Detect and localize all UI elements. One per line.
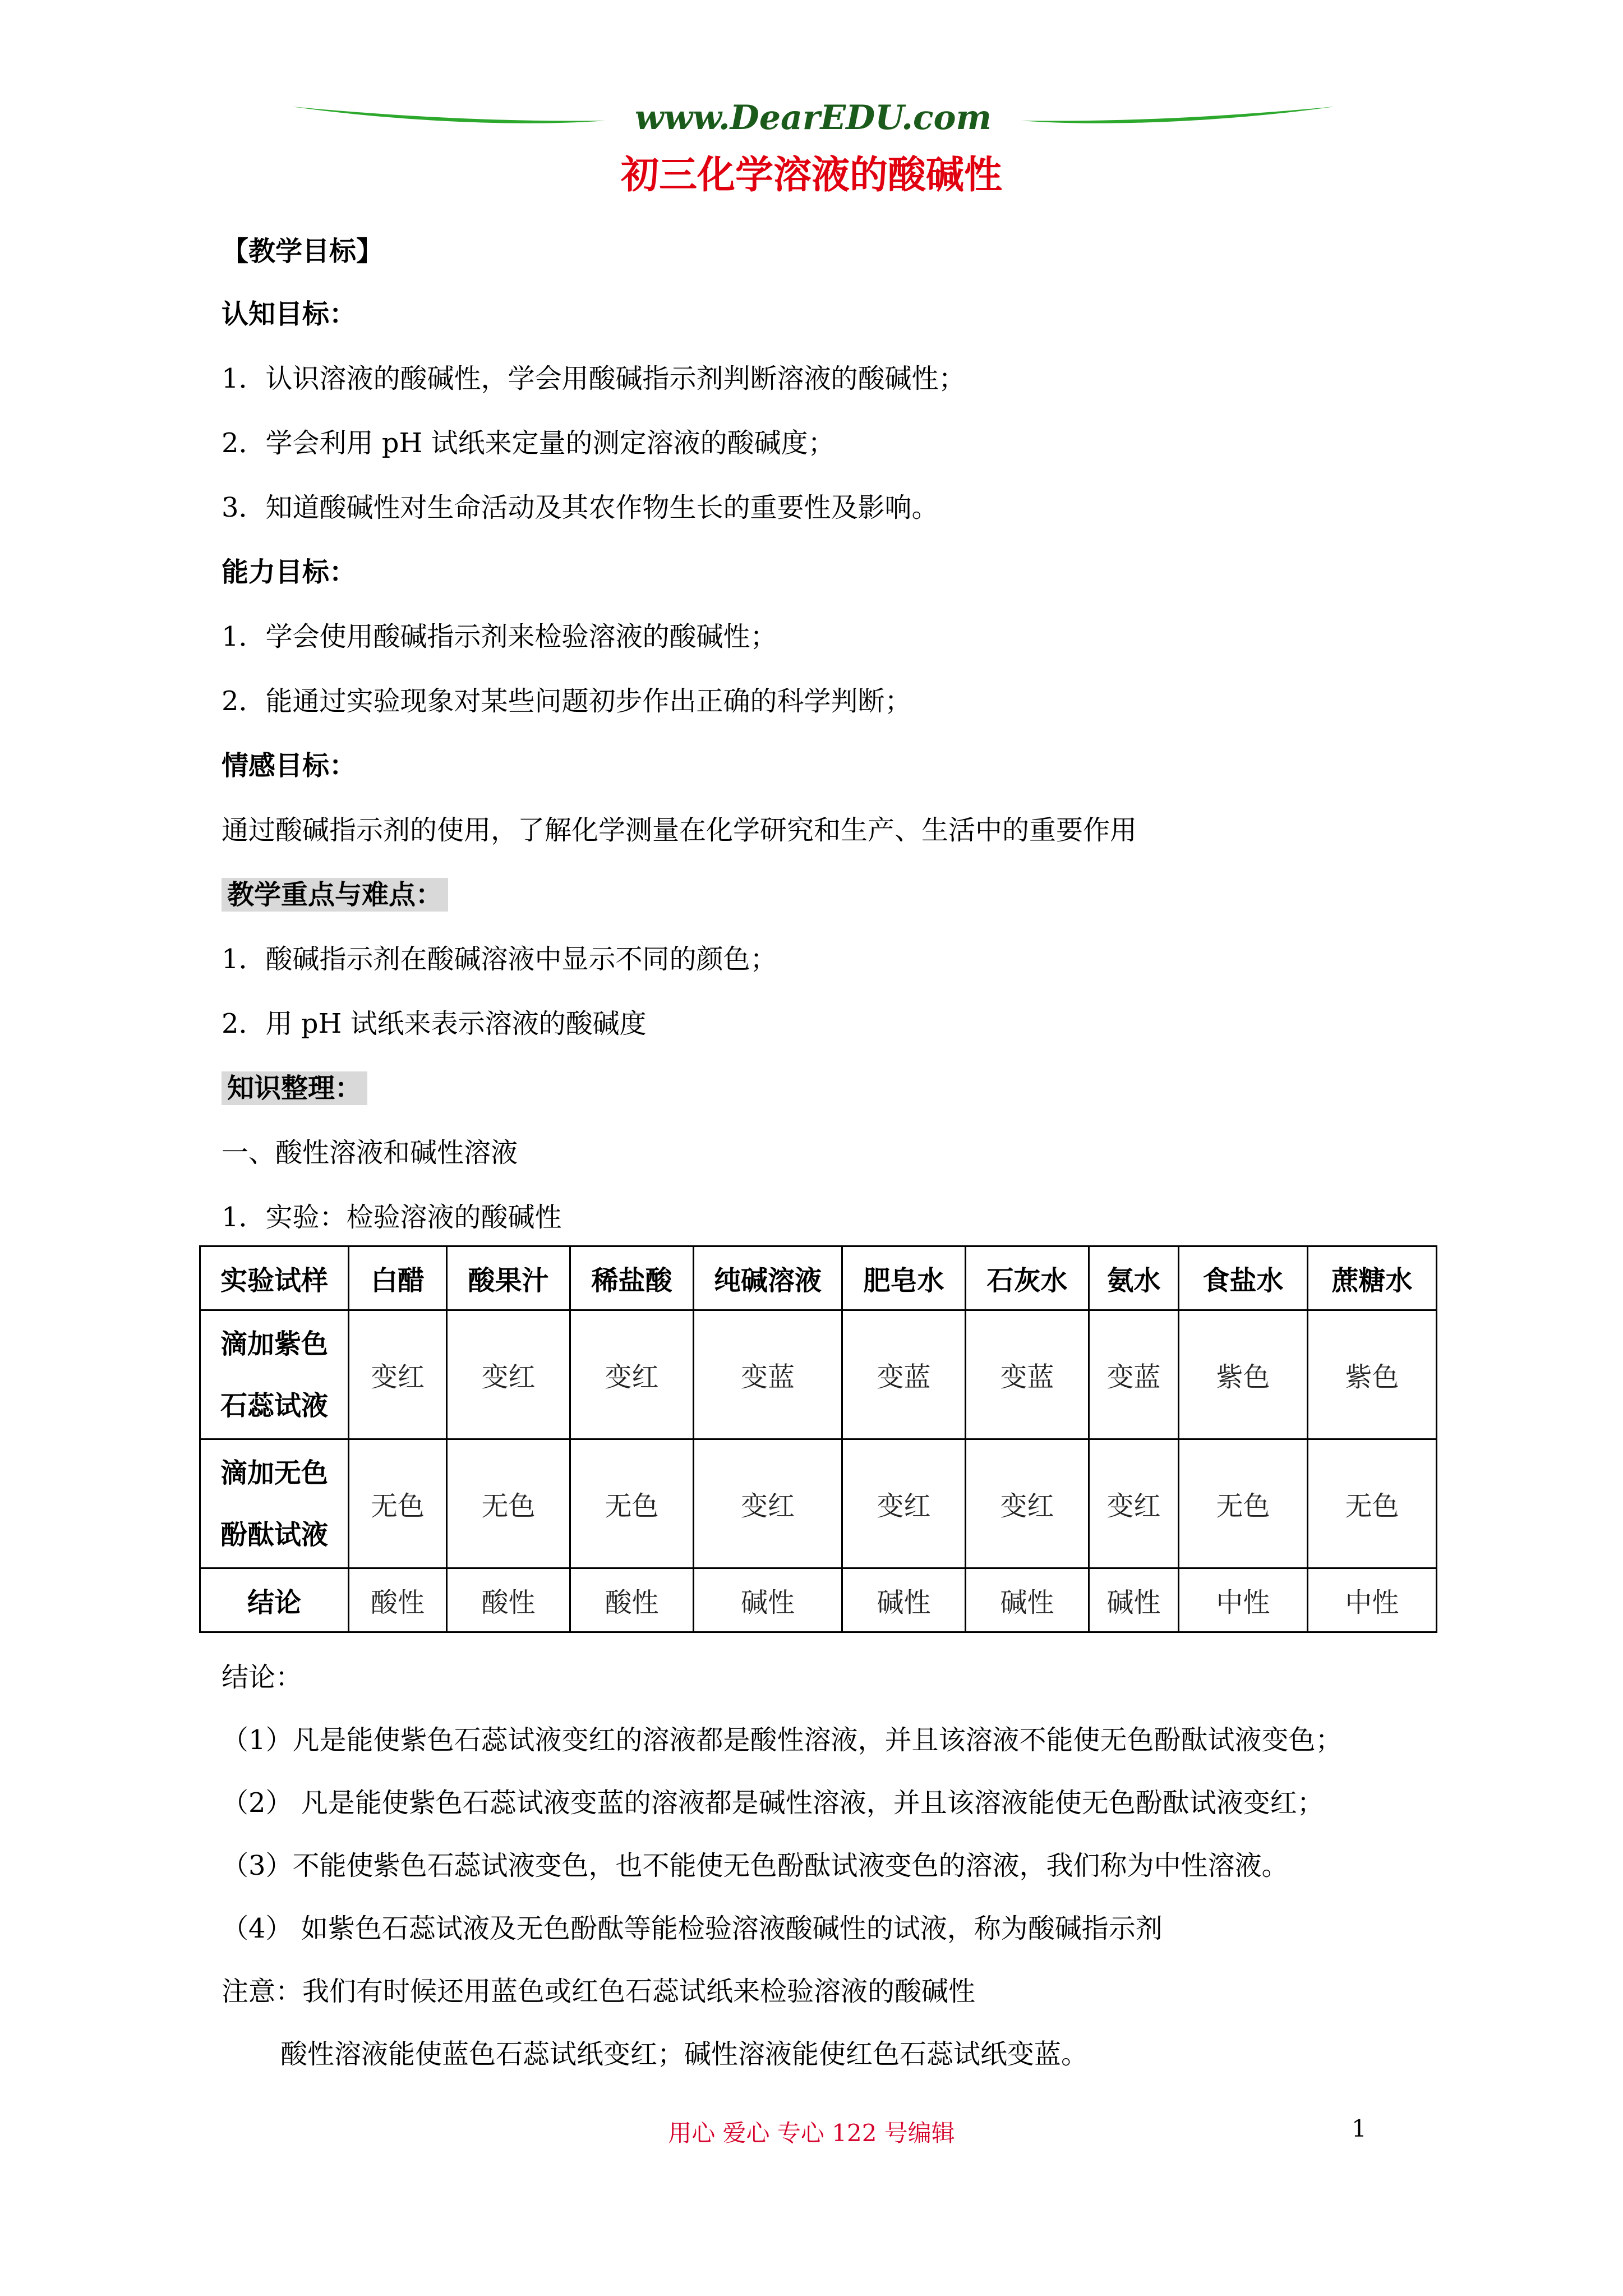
table-row xyxy=(200,1568,1437,1632)
key-item-1: 1．酸碱指示剂在酸碱溶液中显示不同的颜色； xyxy=(222,944,777,975)
note-text: 注意：我们有时候还用蓝色或红色石蕊试纸来检验溶液的酸碱性 xyxy=(222,1976,976,2007)
conclusion-item-3: （3）不能使紫色石蕊试液变色，也不能使无色酚酞试液变色的溶液，我们称为中性溶液。 xyxy=(222,1850,1289,1881)
heading-key-points: 教学重点与难点： xyxy=(222,878,448,912)
ability-item-1: 1．学会使用酸碱指示剂来检验溶液的酸碱性； xyxy=(222,621,777,652)
row-label-line: 滴加无色 xyxy=(220,1457,328,1489)
row-label-phenolphthalein xyxy=(200,1439,349,1568)
table-cell: 变红 xyxy=(842,1439,966,1568)
banner-swoosh-left xyxy=(292,107,606,123)
table-cell: 变红 xyxy=(694,1439,842,1568)
banner-swoosh-right xyxy=(1021,107,1335,123)
table-cell: 变蓝 xyxy=(966,1310,1089,1439)
sample-header: 稀盐酸 xyxy=(570,1246,694,1310)
key-item-2: 2．用 pH 试纸来表示溶液的酸碱度 xyxy=(222,1008,647,1039)
note-text-2: 酸性溶液能使蓝色石蕊试纸变红；碱性溶液能使红色石蕊试纸变蓝。 xyxy=(280,2039,1089,2070)
table-cell: 变蓝 xyxy=(694,1310,842,1439)
table-cell: 无色 xyxy=(349,1439,447,1568)
table-cell: 碱性 xyxy=(694,1568,842,1632)
table-cell: 碱性 xyxy=(1089,1568,1179,1632)
cognitive-item-2: 2．学会利用 pH 试纸来定量的测定溶液的酸碱度； xyxy=(222,427,835,459)
table-cell: 中性 xyxy=(1179,1568,1308,1632)
experiment-title: 1．实验：检验溶液的酸碱性 xyxy=(222,1202,562,1233)
table-cell: 紫色 xyxy=(1179,1310,1308,1439)
cognitive-item-3: 3．知道酸碱性对生命活动及其农作物生长的重要性及影响。 xyxy=(222,492,939,523)
table-cell: 变红 xyxy=(349,1310,447,1439)
table-header-row xyxy=(200,1246,1437,1310)
table-cell: 无色 xyxy=(1179,1439,1308,1568)
table-cell: 无色 xyxy=(570,1439,694,1568)
row-label-line: 滴加紫色 xyxy=(220,1328,328,1360)
page-number: 1 xyxy=(1352,2115,1367,2142)
site-name: www.DearEDU.com xyxy=(634,98,992,137)
conclusion-heading: 结论： xyxy=(222,1662,303,1693)
sample-header: 食盐水 xyxy=(1179,1246,1308,1310)
table-cell: 变红 xyxy=(570,1310,694,1439)
table-cell: 酸性 xyxy=(447,1568,570,1632)
heading-knowledge: 知识整理： xyxy=(222,1071,367,1105)
table-cell: 酸性 xyxy=(570,1568,694,1632)
conclusion-item-2: （2） 凡是能使紫色石蕊试液变蓝的溶液都是碱性溶液，并且该溶液能使无色酚酞试液变红； xyxy=(222,1787,1324,1819)
row-label-line: 石蕊试液 xyxy=(220,1389,328,1421)
ability-item-2: 2．能通过实验现象对某些问题初步作出正确的科学判断； xyxy=(222,685,912,717)
table-row xyxy=(200,1439,1437,1568)
heading-emotion: 情感目标： xyxy=(222,750,357,781)
footer-text: 用心 爱心 专心 122 号编辑 xyxy=(668,2119,955,2147)
table-cell: 紫色 xyxy=(1308,1310,1437,1439)
sample-header: 肥皂水 xyxy=(842,1246,966,1310)
table-cell: 酸性 xyxy=(349,1568,447,1632)
table-cell: 变蓝 xyxy=(842,1310,966,1439)
table-cell: 变红 xyxy=(447,1310,570,1439)
table-row xyxy=(200,1310,1437,1439)
table-cell: 变红 xyxy=(966,1439,1089,1568)
sample-header: 蔗糖水 xyxy=(1308,1246,1437,1310)
table-cell: 碱性 xyxy=(966,1568,1089,1632)
cognitive-item-1: 1．认识溶液的酸碱性，学会用酸碱指示剂判断溶液的酸碱性； xyxy=(222,363,966,394)
sample-header: 氨水 xyxy=(1089,1246,1179,1310)
conclusion-item-1: （1）凡是能使紫色石蕊试液变红的溶液都是酸性溶液，并且该溶液不能使无色酚酞试液变色； xyxy=(222,1724,1343,1756)
table-cell: 变蓝 xyxy=(1089,1310,1179,1439)
row-label-line: 酚酞试液 xyxy=(220,1519,328,1550)
table-corner-cell: 实验试样 xyxy=(200,1246,349,1310)
sample-header: 酸果汁 xyxy=(447,1246,570,1310)
sample-header: 石灰水 xyxy=(966,1246,1089,1310)
emotion-text: 通过酸碱指示剂的使用，了解化学测量在化学研究和生产、生活中的重要作用 xyxy=(222,815,1137,846)
table-cell: 中性 xyxy=(1308,1568,1437,1632)
table-cell: 变红 xyxy=(1089,1439,1179,1568)
part1-title: 一、酸性溶液和碱性溶液 xyxy=(222,1137,518,1168)
row-label-conclusion: 结论 xyxy=(200,1568,349,1632)
sample-header: 纯碱溶液 xyxy=(694,1246,842,1310)
heading-ability: 能力目标： xyxy=(222,556,357,588)
table-cell: 碱性 xyxy=(842,1568,966,1632)
sample-header: 白醋 xyxy=(349,1246,447,1310)
conclusion-item-4: （4） 如紫色石蕊试液及无色酚酞等能检验溶液酸碱性的试液，称为酸碱指示剂 xyxy=(222,1913,1163,1944)
site-banner xyxy=(292,90,1335,157)
heading-teaching-goals: 【教学目标】 xyxy=(222,236,384,267)
heading-cognitive: 认知目标： xyxy=(222,298,357,330)
document-title: 初三化学溶液的酸碱性 xyxy=(620,153,1002,197)
row-label-litmus xyxy=(200,1310,349,1439)
table-cell: 无色 xyxy=(1308,1439,1437,1568)
table-cell: 无色 xyxy=(447,1439,570,1568)
experiment-table xyxy=(199,1245,1437,1633)
